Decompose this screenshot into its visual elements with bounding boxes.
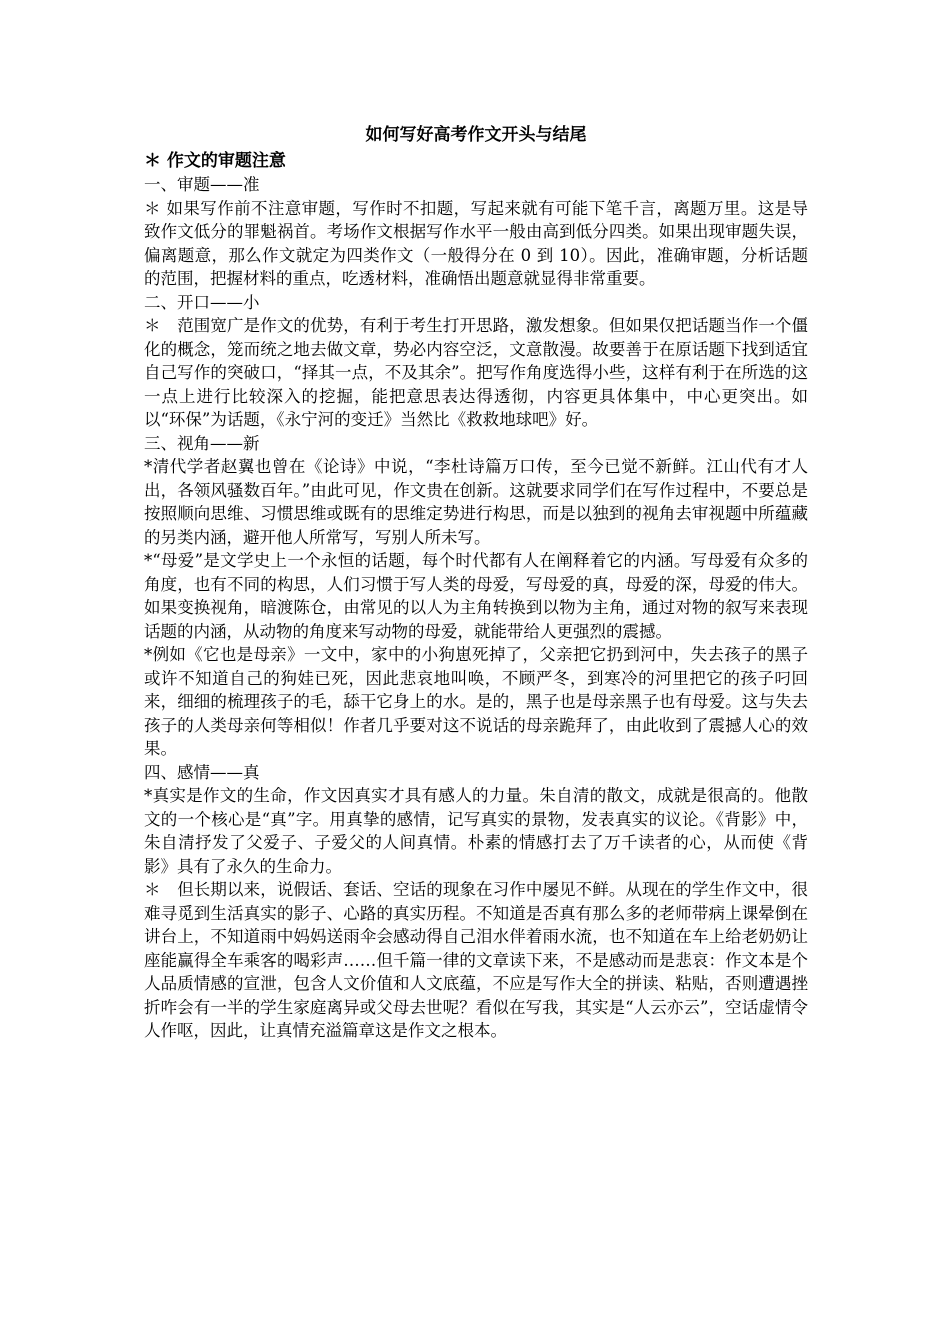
document-title: 如何写好高考作文开头与结尾: [365, 125, 587, 145]
paragraph-7: ＊ 但长期以来，说假话、套话、空话的现象在习作中屡见不鲜。从现在的学生作文中，很难寻觅到生活真实的影子、心路的真实历程。不知道是否真有那么多的老师带病上课晕倒在讲台上，不知道雨中妈妈送雨伞会感动得自己泪水伴着雨水流，也不知道在车上给老奶奶让座能赢得全车乘客的喝彩声……但千篇一律的文章读下来，不是感动而是悲哀：作文本是个人品质情感的宣泄，包含人文价值和人文底蕴，不应是写作大全的拼读、粘贴，否则遭遇挫折咋会有一半的学生家庭离异或父母去世呢？看似在写我，其实是“人云亦云”，空话虚情令人作呕，因此，让真情充溢篇章这是作文之根本。: [144, 880, 808, 1040]
paragraph-3: *清代学者赵翼也曾在《论诗》中说，“李杜诗篇万口传，至今已觉不新鲜。江山代有才人出，各领风骚数百年。”由此可见，作文贵在创新。这就要求同学们在写作过程中，不要总是按照顺向思维、习惯思维或既有的思维定势进行构思，而是以独到的视角去审视题中所蕴藏的另类内涵，避开他人所常写，写别人所未写。: [144, 457, 808, 547]
paragraph-2: ＊ 范围宽广是作文的优势，有利于考生打开思路，激发想象。但如果仅把话题当作一个僵化的概念，笼而统之地去做文章，势必内容空泛，文意散漫。故要善于在原话题下找到适宜自己写作的突破口，“择其一点，不及其余”。把写作角度选得小些，这样有利于在所选的这一点上进行比较深入的挖掘，能把意思表达得透彻，内容更具体集中，中心更突出。如以“环保”为话题，《永宁河的变迁》当然比《救救地球吧》好。: [144, 316, 808, 429]
subheading-2: 二、开口——小: [144, 292, 260, 312]
subheading-4: 四、感情——真: [144, 762, 260, 782]
paragraph-1: ＊ 如果写作前不注意审题，写作时不扣题，写起来就有可能下笔千言，离题万里。这是导致作文低分的罪魁祸首。考场作文根据写作水平一般由高到低分四类。如果出现审题失误，偏离题意，那么作文就定为四类作文（一般得分在 0 到 10）。因此，准确审题，分析话题的范围，把握材料的重点，吃透材料，准确悟出题意就显得非常重要。: [144, 198, 808, 288]
document-page: [144, 124, 808, 1043]
subheading-1: 一、审题——准: [144, 175, 260, 194]
paragraph-4: *“母爱”是文学史上一个永恒的话题，每个时代都有人在阐释着它的内涵。写母爱有众多的角度，也有不同的构思，人们习惯于写人类的母爱，写母爱的真，母爱的深，母爱的伟大。如果变换视角，暗渡陈仓，由常见的以人为主角转换到以物为主角，通过对物的叙写来表现话题的内涵，从动物的角度来写动物的母爱，就能带给人更强烈的震撼。: [144, 551, 808, 641]
paragraph-5: *例如《它也是母亲》一文中，家中的小狗崽死掉了，父亲把它扔到河中，失去孩子的黑子或许不知道自己的狗娃已死，因此悲哀地叫唤，不顾严冬，到寒冷的河里把它的孩子叼回来，细细的梳理孩子的毛，舔干它身上的水。是的，黑子也是母亲黑子也有母爱。这与失去孩子的人类母亲何等相似！作者几乎要对这不说话的母亲跪拜了，由此收到了震撼人心的效果。: [144, 645, 808, 758]
paragraph-6: *真实是作文的生命，作文因真实才具有感人的力量。朱自清的散文，成就是很高的。他散文的一个核心是“真”字。用真挚的感情，记写真实的景物，发表真实的议论。《背影》中，朱自清抒发了父爱子、子爱父的人间真情。朴素的情感打去了万千读者的心，从而使《背影》具有了永久的生命力。: [144, 786, 808, 876]
section-heading: ＊ 作文的审题注意: [144, 150, 286, 171]
subheading-3: 三、视角——新: [144, 433, 260, 453]
